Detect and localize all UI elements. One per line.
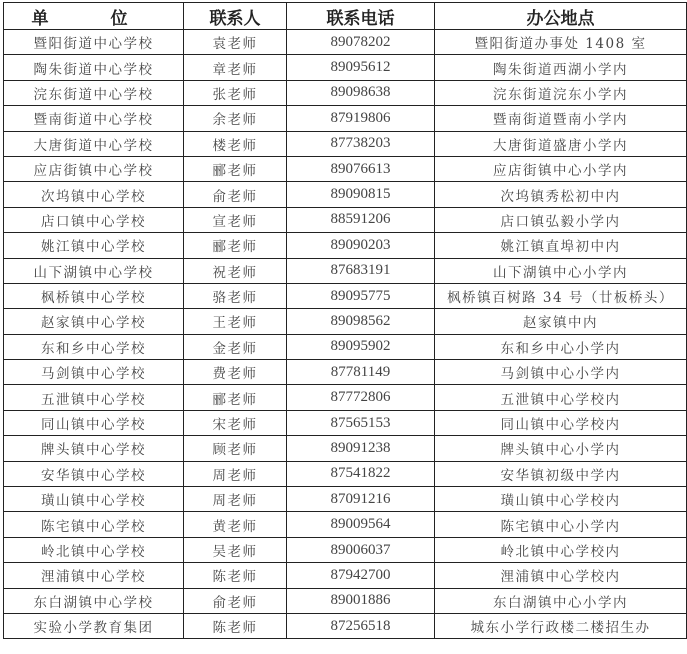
- table-row: [4, 30, 687, 55]
- phone-cell: 87565153: [287, 410, 435, 435]
- phone-cell: 87256518: [287, 613, 435, 638]
- unit-cell: 牌头镇中心学校: [4, 436, 184, 461]
- phone-cell: 89009564: [287, 512, 435, 537]
- table-row: [4, 360, 687, 385]
- address-cell: 东白湖镇中心小学内: [435, 588, 687, 613]
- unit-cell: 姚江镇中心学校: [4, 233, 184, 258]
- unit-cell: 暨阳街道中心学校: [4, 30, 184, 55]
- table-row: [4, 55, 687, 80]
- header-contact: 联系人: [184, 3, 287, 30]
- phone-cell: 88591206: [287, 207, 435, 232]
- unit-cell: 枫桥镇中心学校: [4, 283, 184, 308]
- unit-cell: 东和乡中心学校: [4, 334, 184, 359]
- unit-cell: 马剑镇中心学校: [4, 360, 184, 385]
- phone-cell: 87781149: [287, 360, 435, 385]
- address-cell: 暨阳街道办事处 1408 室: [435, 30, 687, 55]
- address-cell: 赵家镇中内: [435, 309, 687, 334]
- unit-cell: 次坞镇中心学校: [4, 182, 184, 207]
- contact-cell: 周老师: [184, 487, 287, 512]
- header-phone: 联系电话: [287, 3, 435, 30]
- unit-cell: 浣东街道中心学校: [4, 80, 184, 105]
- table-row: [4, 385, 687, 410]
- address-cell: 岭北镇中心学校内: [435, 537, 687, 562]
- contact-table: [3, 2, 687, 639]
- unit-cell: 陶朱街道中心学校: [4, 55, 184, 80]
- contact-cell: 俞老师: [184, 182, 287, 207]
- table-row: [4, 461, 687, 486]
- contact-cell: 郦老师: [184, 385, 287, 410]
- contact-cell: 金老师: [184, 334, 287, 359]
- contact-cell: 郦老师: [184, 156, 287, 181]
- phone-cell: 89001886: [287, 588, 435, 613]
- unit-cell: 实验小学教育集团: [4, 613, 184, 638]
- phone-cell: 89090203: [287, 233, 435, 258]
- address-cell: 陈宅镇中心小学内: [435, 512, 687, 537]
- unit-cell: 应店街镇中心学校: [4, 156, 184, 181]
- table-row: [4, 156, 687, 181]
- phone-cell: 89076613: [287, 156, 435, 181]
- phone-cell: 89090815: [287, 182, 435, 207]
- phone-cell: 87919806: [287, 106, 435, 131]
- contact-cell: 俞老师: [184, 588, 287, 613]
- phone-cell: 87683191: [287, 258, 435, 283]
- phone-cell: 89091238: [287, 436, 435, 461]
- unit-cell: 店口镇中心学校: [4, 207, 184, 232]
- table-row: [4, 283, 687, 308]
- address-cell: 东和乡中心小学内: [435, 334, 687, 359]
- address-cell: 次坞镇秀松初中内: [435, 182, 687, 207]
- table-row: [4, 563, 687, 588]
- address-cell: 陶朱街道西湖小学内: [435, 55, 687, 80]
- table-row: [4, 436, 687, 461]
- phone-cell: 87772806: [287, 385, 435, 410]
- table-row: [4, 588, 687, 613]
- phone-cell: 89078202: [287, 30, 435, 55]
- phone-cell: 87541822: [287, 461, 435, 486]
- phone-cell: 87942700: [287, 563, 435, 588]
- address-cell: 安华镇初级中学内: [435, 461, 687, 486]
- phone-cell: 87738203: [287, 131, 435, 156]
- contact-cell: 周老师: [184, 461, 287, 486]
- contact-cell: 袁老师: [184, 30, 287, 55]
- contact-cell: 宣老师: [184, 207, 287, 232]
- unit-cell: 安华镇中心学校: [4, 461, 184, 486]
- phone-cell: 87091216: [287, 487, 435, 512]
- address-cell: 五泄镇中心学校内: [435, 385, 687, 410]
- table-row: [4, 207, 687, 232]
- address-cell: 山下湖镇中心小学内: [435, 258, 687, 283]
- contact-cell: 费老师: [184, 360, 287, 385]
- contact-cell: 顾老师: [184, 436, 287, 461]
- unit-cell: 陈宅镇中心学校: [4, 512, 184, 537]
- address-cell: 马剑镇中心小学内: [435, 360, 687, 385]
- table-row: [4, 613, 687, 638]
- unit-cell: 暨南街道中心学校: [4, 106, 184, 131]
- address-cell: 璜山镇中心学校内: [435, 487, 687, 512]
- phone-cell: 89095902: [287, 334, 435, 359]
- unit-cell: 赵家镇中心学校: [4, 309, 184, 334]
- contact-cell: 黄老师: [184, 512, 287, 537]
- contact-cell: 祝老师: [184, 258, 287, 283]
- address-cell: 枫桥镇百树路 34 号（廿板桥头）: [435, 283, 687, 308]
- header-row: [4, 3, 687, 30]
- unit-cell: 同山镇中心学校: [4, 410, 184, 435]
- table-row: [4, 537, 687, 562]
- unit-cell: 东白湖镇中心学校: [4, 588, 184, 613]
- table-row: [4, 106, 687, 131]
- contact-cell: 王老师: [184, 309, 287, 334]
- header-address: 办公地点: [435, 3, 687, 30]
- address-cell: 同山镇中心学校内: [435, 410, 687, 435]
- phone-cell: 89098562: [287, 309, 435, 334]
- address-cell: 店口镇弘毅小学内: [435, 207, 687, 232]
- contact-cell: 余老师: [184, 106, 287, 131]
- table-row: [4, 182, 687, 207]
- table-row: [4, 131, 687, 156]
- table-row: [4, 258, 687, 283]
- contact-cell: 吴老师: [184, 537, 287, 562]
- unit-cell: 山下湖镇中心学校: [4, 258, 184, 283]
- address-cell: 浬浦镇中心学校内: [435, 563, 687, 588]
- table-row: [4, 410, 687, 435]
- contact-cell: 郦老师: [184, 233, 287, 258]
- contact-cell: 张老师: [184, 80, 287, 105]
- contact-cell: 宋老师: [184, 410, 287, 435]
- address-cell: 姚江镇直埠初中内: [435, 233, 687, 258]
- unit-cell: 璜山镇中心学校: [4, 487, 184, 512]
- phone-cell: 89098638: [287, 80, 435, 105]
- unit-cell: 浬浦镇中心学校: [4, 563, 184, 588]
- table-row: [4, 487, 687, 512]
- address-cell: 暨南街道暨南小学内: [435, 106, 687, 131]
- table-row: [4, 334, 687, 359]
- unit-cell: 岭北镇中心学校: [4, 537, 184, 562]
- table-row: [4, 233, 687, 258]
- phone-cell: 89006037: [287, 537, 435, 562]
- table-row: [4, 309, 687, 334]
- contact-cell: 骆老师: [184, 283, 287, 308]
- header-unit: 单 位: [4, 3, 184, 30]
- table-row: [4, 80, 687, 105]
- unit-cell: 五泄镇中心学校: [4, 385, 184, 410]
- address-cell: 大唐街道盛唐小学内: [435, 131, 687, 156]
- phone-cell: 89095612: [287, 55, 435, 80]
- table-row: [4, 512, 687, 537]
- contact-cell: 楼老师: [184, 131, 287, 156]
- unit-cell: 大唐街道中心学校: [4, 131, 184, 156]
- contact-cell: 章老师: [184, 55, 287, 80]
- contact-cell: 陈老师: [184, 563, 287, 588]
- address-cell: 应店街镇中心小学内: [435, 156, 687, 181]
- address-cell: 牌头镇中心小学内: [435, 436, 687, 461]
- address-cell: 城东小学行政楼二楼招生办: [435, 613, 687, 638]
- contact-cell: 陈老师: [184, 613, 287, 638]
- address-cell: 浣东街道浣东小学内: [435, 80, 687, 105]
- phone-cell: 89095775: [287, 283, 435, 308]
